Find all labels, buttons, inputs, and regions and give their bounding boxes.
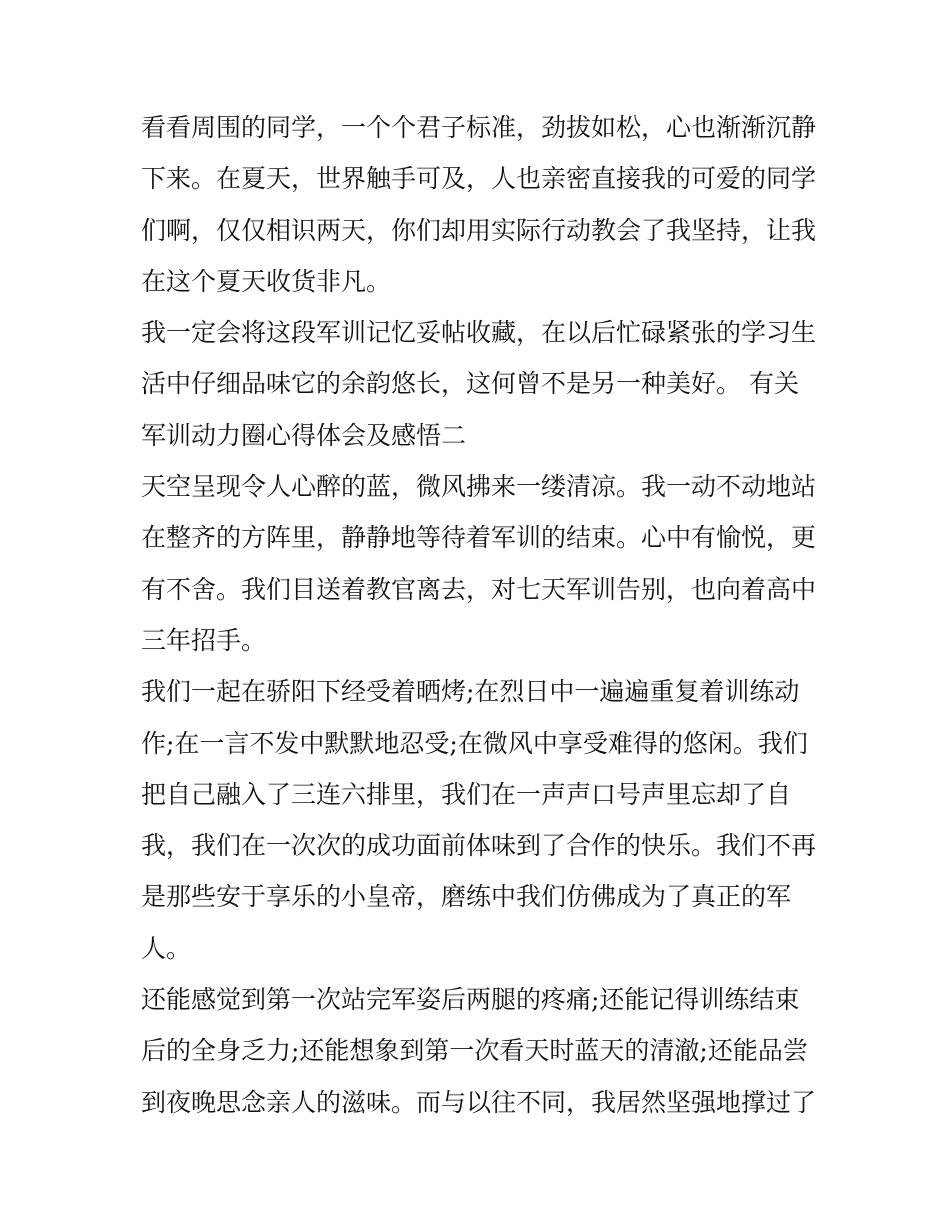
text-line: 活中仔细品味它的余韵悠长，这何曾不是另一种美好。 有关 (141, 369, 799, 399)
text-line: 后的全身乏力;还能想象到第一次看天时蓝天的清澈;还能品尝 (141, 1036, 808, 1066)
text-line: 在整齐的方阵里，静静地等待着军训的结束。心中有愉悦，更 (141, 523, 817, 553)
text-line: 是那些安于享乐的小皇帝，磨练中我们仿佛成为了真正的军 (141, 882, 792, 912)
text-line: 有不舍。我们目送着教官离去，对七天军训告别，也向着高中 (141, 574, 817, 604)
section-heading-line: 军训动力圈心得体会及感悟二 (141, 420, 467, 450)
text-line: 我们一起在骄阳下经受着晒烤;在烈日中一遍遍重复着训练动 (141, 677, 800, 707)
text-line: 天空呈现令人心醉的蓝，微风拂来一缕清凉。我一动不动地站 (141, 472, 817, 502)
text-line: 到夜晚思念亲人的滋味。而与以往不同，我居然坚强地撑过了 (141, 1087, 817, 1117)
text-line: 看看周围的同学，一个个君子标准，劲拔如松，心也渐渐沉静 (141, 113, 817, 142)
text-line: 三年招手。 (141, 625, 267, 655)
text-line: 把自己融入了三连六排里，我们在一声声口号声里忘却了自 (141, 779, 792, 809)
text-line: 我一定会将这段军训记忆妥帖收藏，在以后忙碌紧张的学习生 (141, 318, 817, 348)
text-line: 下来。在夏天，世界触手可及，人也亲密直接我的可爱的同学 (141, 164, 817, 194)
text-line: 在这个夏天收货非凡。 (141, 266, 392, 296)
text-line: 我，我们在一次次的成功面前体味到了合作的快乐。我们不再 (141, 831, 817, 861)
text-line: 作;在一言不发中默默地忍受;在微风中享受难得的悠闲。我们 (141, 728, 808, 758)
text-line: 人。 (141, 933, 192, 963)
body-text (141, 102, 821, 1128)
text-line: 还能感觉到第一次站完军姿后两腿的疼痛;还能记得训练结束 (141, 985, 800, 1015)
text-line: 们啊，仅仅相识两天，你们却用实际行动教会了我坚持，让我 (141, 215, 817, 245)
